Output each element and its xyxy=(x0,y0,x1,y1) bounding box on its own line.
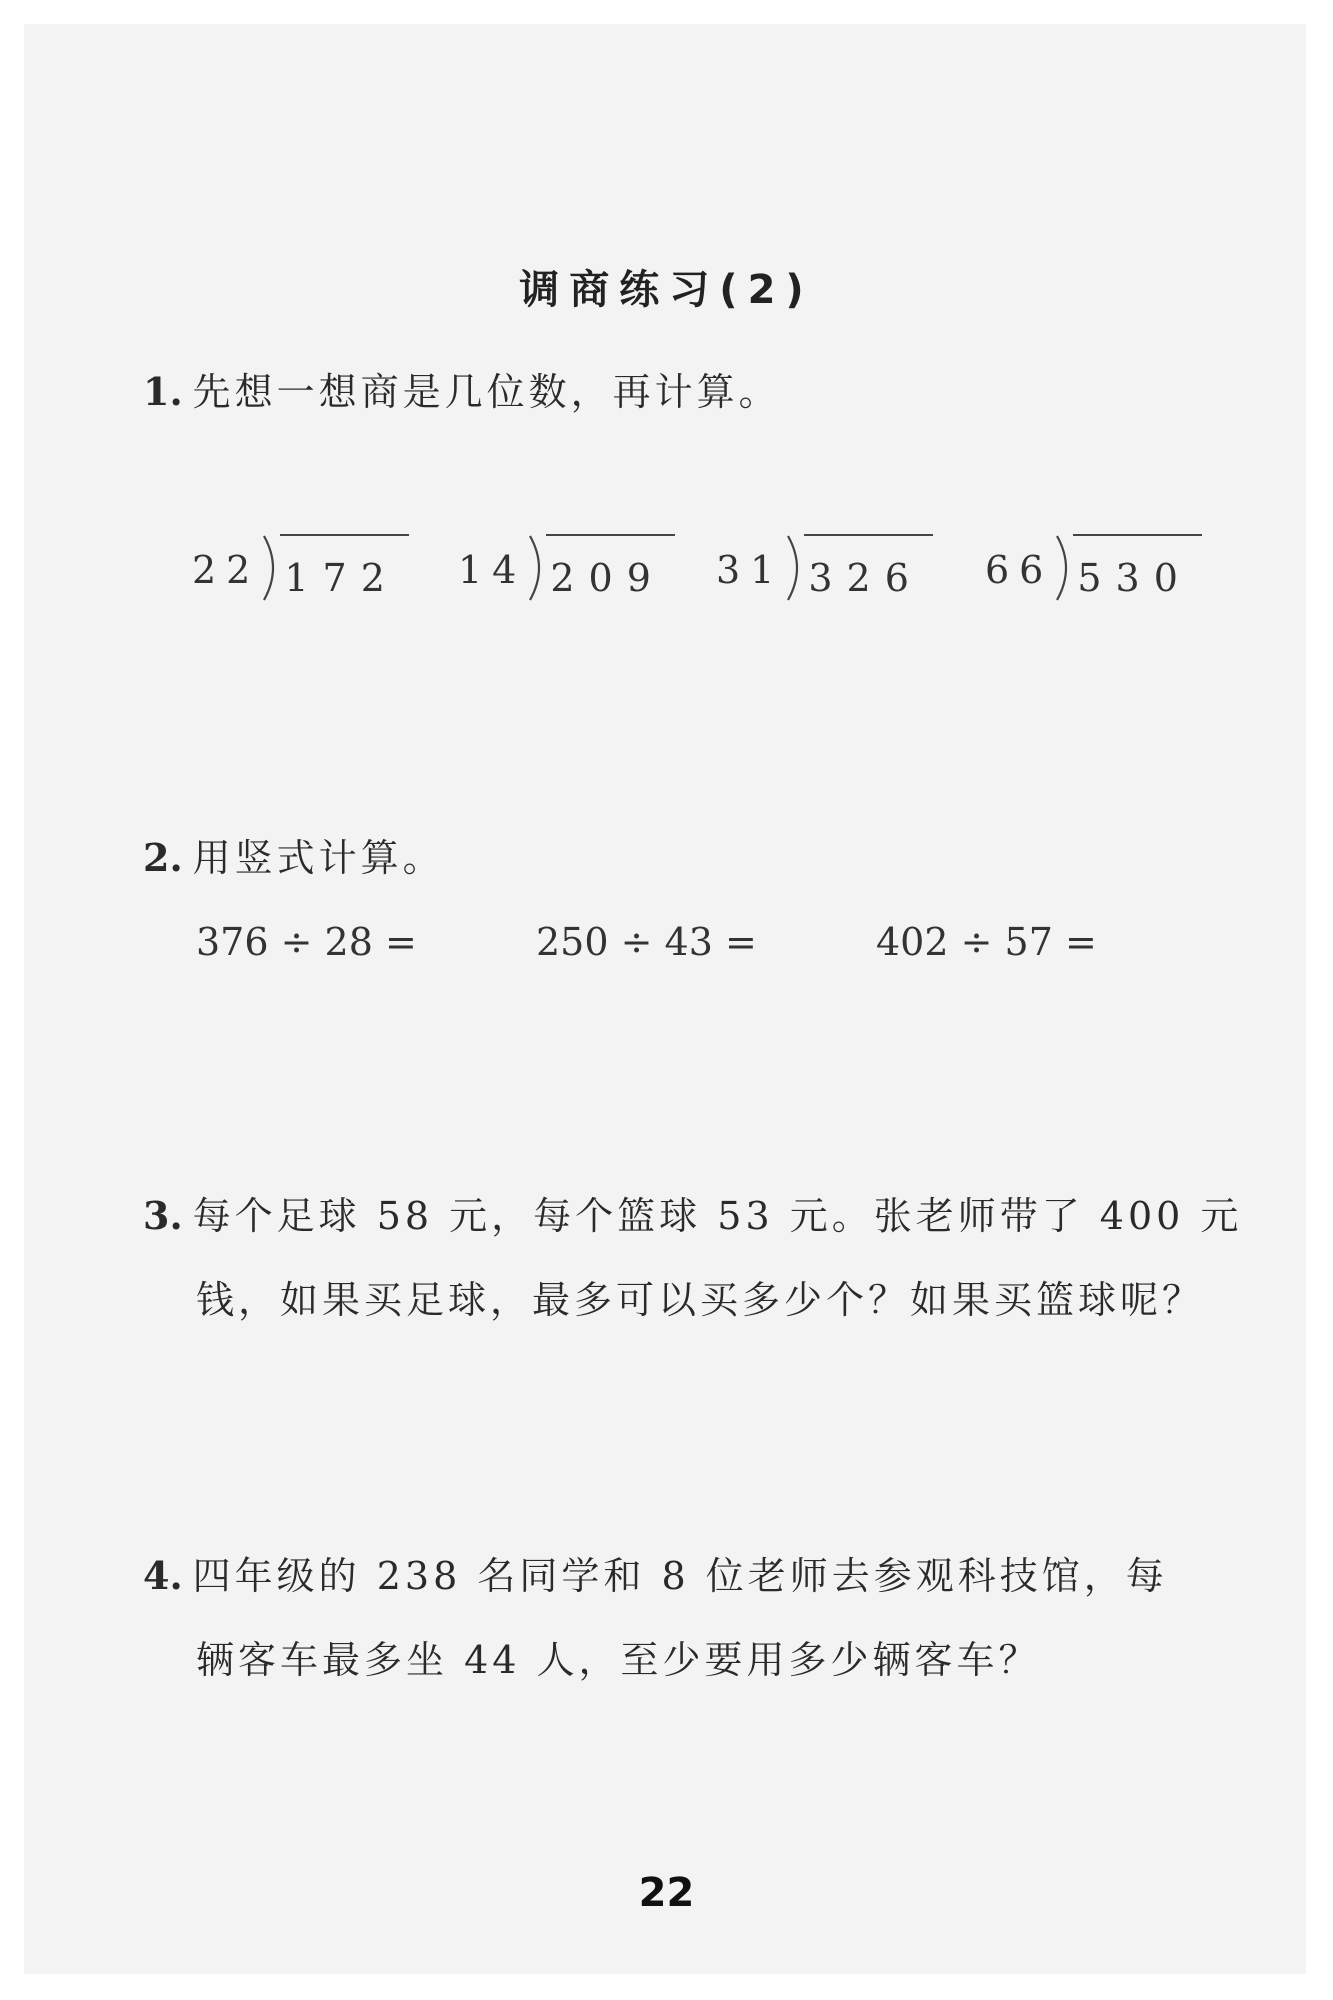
question-4 xyxy=(143,1553,1168,1598)
division-expression: 250 ÷ 43 = xyxy=(536,920,757,964)
long-division xyxy=(716,528,933,608)
question-text-continued: 钱，如果买足球，最多可以买多少个？如果买篮球呢？ xyxy=(196,1278,1205,1322)
question-text: 先想一想商是几位数，再计算。 xyxy=(192,370,781,414)
divisor: 66 xyxy=(985,548,1054,592)
division-expression: 402 ÷ 57 = xyxy=(876,920,1097,964)
question-2 xyxy=(143,835,445,880)
divisor: 14 xyxy=(458,548,527,592)
long-division-row xyxy=(0,528,1333,608)
divisor: 31 xyxy=(716,548,785,592)
page-number: 22 xyxy=(638,1870,695,1916)
question-text: 四年级的 238 名同学和 8 位老师去参观科技馆，每 xyxy=(192,1554,1168,1598)
division-expression: 376 ÷ 28 = xyxy=(196,920,417,964)
long-division xyxy=(985,528,1202,608)
dividend: 326 xyxy=(804,534,933,600)
question-3 xyxy=(143,1193,1243,1238)
long-division xyxy=(458,528,675,608)
question-text: 每个足球 58 元，每个篮球 53 元。张老师带了 400 元 xyxy=(192,1194,1243,1238)
question-number: 4. xyxy=(143,1553,183,1598)
question-number: 1. xyxy=(143,369,183,414)
division-bracket xyxy=(526,528,546,602)
question-number: 3. xyxy=(143,1193,183,1238)
dividend: 209 xyxy=(546,534,675,600)
question-text-continued: 辆客车最多坐 44 人，至少要用多少辆客车？ xyxy=(196,1638,1041,1682)
long-division xyxy=(192,528,409,608)
page-title: 调商练习(2) xyxy=(519,267,814,313)
division-bracket xyxy=(784,528,804,602)
division-bracket xyxy=(1053,528,1073,602)
question-text: 用竖式计算。 xyxy=(192,836,445,880)
division-bracket xyxy=(260,528,280,602)
question-number: 2. xyxy=(143,835,183,880)
question-1 xyxy=(143,369,781,414)
divisor: 22 xyxy=(192,548,261,592)
dividend: 172 xyxy=(280,534,409,600)
dividend: 530 xyxy=(1073,534,1202,600)
